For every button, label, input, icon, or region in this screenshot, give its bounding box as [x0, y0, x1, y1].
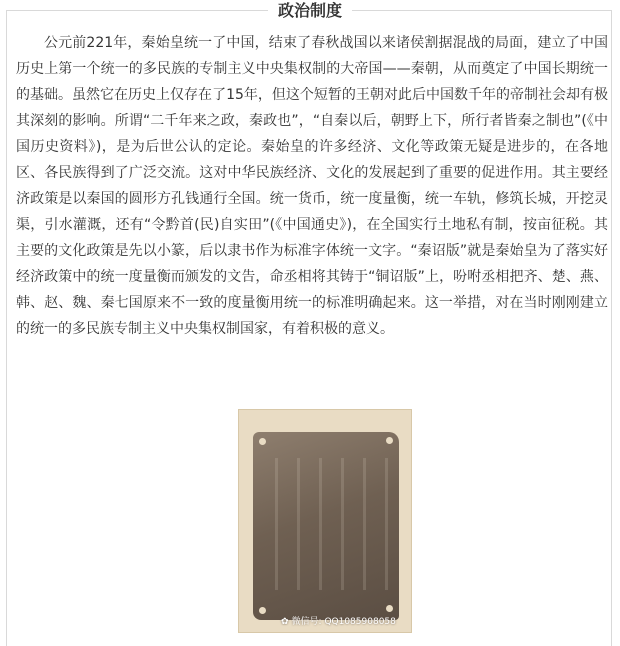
image-watermark [281, 614, 396, 627]
wechat-icon: ✿ [281, 617, 289, 627]
rivet-hole [259, 607, 266, 614]
section-header [0, 0, 620, 22]
rivet-hole [386, 437, 393, 444]
qin-edict-plaque-image [239, 410, 411, 632]
watermark-text: 微信号: QQ1085908058 [291, 617, 396, 627]
rivet-hole [259, 438, 266, 445]
rivet-hole [386, 605, 393, 612]
section-title: 政治制度 [268, 0, 352, 22]
engraved-inscription [263, 458, 389, 590]
article-paragraph: 公元前221年，秦始皇统一了中国，结束了春秋战国以来诸侯割据混战的局面，建立了中国历史上第一个统一的多民族的专制主义中央集权制的大帝国——秦朝，从而奠定了中国长期统一的基础。虽然它在历史上仅存在了15年，但这个短暂的王朝对此后中国数千年的帝制社会却有极其深刻的影响。所谓“二千年来之政，秦政也”，“自秦以后，朝野上下，所行者皆秦之制也”(《中国历史资料》)，是为后世公认的定论。秦始皇的许多经济、文化等政策无疑是进步的，在各地区、各民族得到了广泛交流。这对中华民族经济、文化的发展起到了重要的促进作用。其主要经济政策是以秦国的圆形方孔钱通行全国。统一货币，统一度量衡，统一车轨，修筑长城，开挖灵渠，引水灌溉，还有“令黔首(民)自实田”(《中国通史》)，在全国实行土地私有制，按亩征税。其主要的文化政策是先以小篆，后以隶书作为标准字体统一文字。“秦诏版”就是秦始皇为了落实好经济政策中的统一度量衡而颁发的文告，命丞相将其铸于“铜诏版”上，吩咐丞相把齐、楚、燕、韩、赵、魏、秦七国原来不一致的度量衡用统一的标准明确起来。这一举措，对在当时刚刚建立的统一的多民族专制主义中央集权制国家，有着积极的意义。 [16, 35, 608, 337]
bronze-plaque [253, 432, 399, 620]
